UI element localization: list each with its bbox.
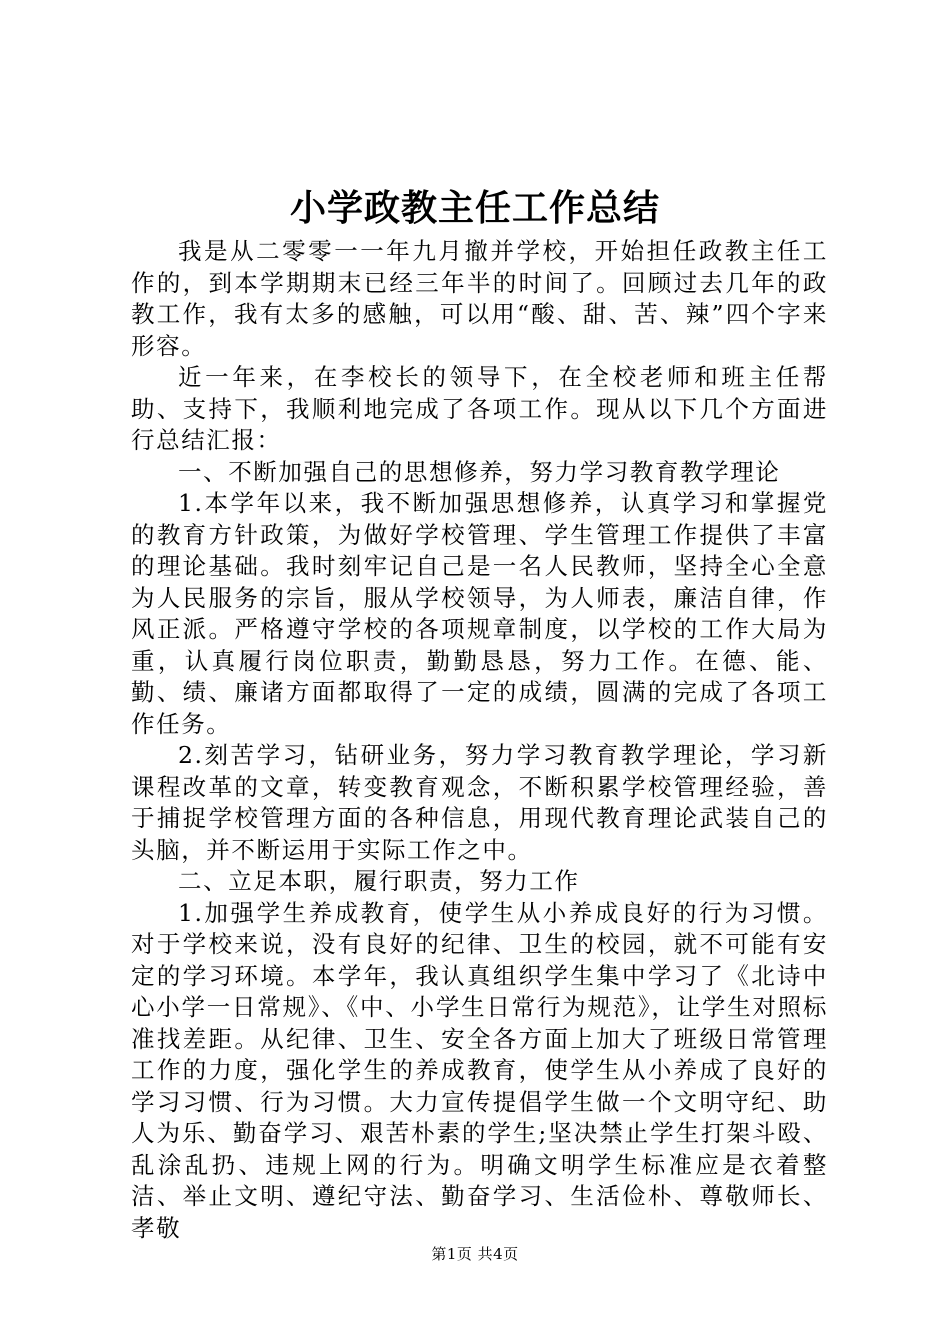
paragraph-summary-lead: 近一年来，在李校长的领导下，在全校老师和班主任帮助、支持下，我顺利地完成了各项工作。现从以下几个方面进行总结汇报： (131, 363, 828, 454)
document-body (131, 236, 828, 1244)
page-footer: 第1页 共4页 (431, 1245, 519, 1263)
paragraph-intro: 我是从二零零一一年九月撤并学校，开始担任政教主任工作的，到本学期期末已经三年半的时间了。回顾过去几年的政教工作，我有太多的感触，可以用“酸、甜、苦、辣”四个字来形容。 (131, 237, 828, 360)
section-heading-2: 二、立足本职，履行职责，努力工作 (178, 867, 580, 895)
document-title: 小学政教主任工作总结 (289, 187, 660, 229)
paragraph-2-1: 1.加强学生养成教育，使学生从小养成良好的行为习惯。对于学校来说，没有良好的纪律、卫生的校园，就不可能有安定的学习环境。本学年，我认真组织学生集中学习了《北诗中心小学一日常规》、《中、小学生日常行为规范》，让学生对照标准找差距。从纪律、卫生、安全各方面上加大了班级日常管理工作的力度，强化学生的养成教育，使学生从小养成了良好的学习习惯、行为习惯。大力宣传提倡学生做一个文明守纪、助人为乐、勤奋学习、艰苦朴素的学生;坚决禁止学生打架斗殴、乱涂乱扔、违规上网的行为。明确文明学生标准应是衣着整洁、举止文明、遵纪守法、勤奋学习、生活俭朴、尊敬师长、孝敬 (131, 898, 828, 1242)
section-heading-1: 一、不断加强自己的思想修养，努力学习教育教学理论 (178, 457, 781, 486)
paragraph-1-2: 2.刻苦学习，钻研业务，努力学习教育教学理论，学习新课程改革的文章，转变教育观念，不断积累学校管理经验，善于捕捉学校管理方面的各种信息，用现代教育理论武装自己的头脑，并不断运用于实际工作之中。 (131, 741, 828, 864)
paragraph-1-1: 1.本学年以来，我不断加强思想修养，认真学习和掌握党的教育方针政策，为做好学校管理、学生管理工作提供了丰富的理论基础。我时刻牢记自己是一名人民教师，坚持全心全意为人民服务的宗旨，服从学校领导，为人师表，廉洁自律，作风正派。严格遵守学校的各项规章制度，以学校的工作大局为重，认真履行岗位职责，勤勤恳恳，努力工作。在德、能、勤、绩、廉诸方面都取得了一定的成绩，圆满的完成了各项工作任务。 (131, 489, 828, 738)
